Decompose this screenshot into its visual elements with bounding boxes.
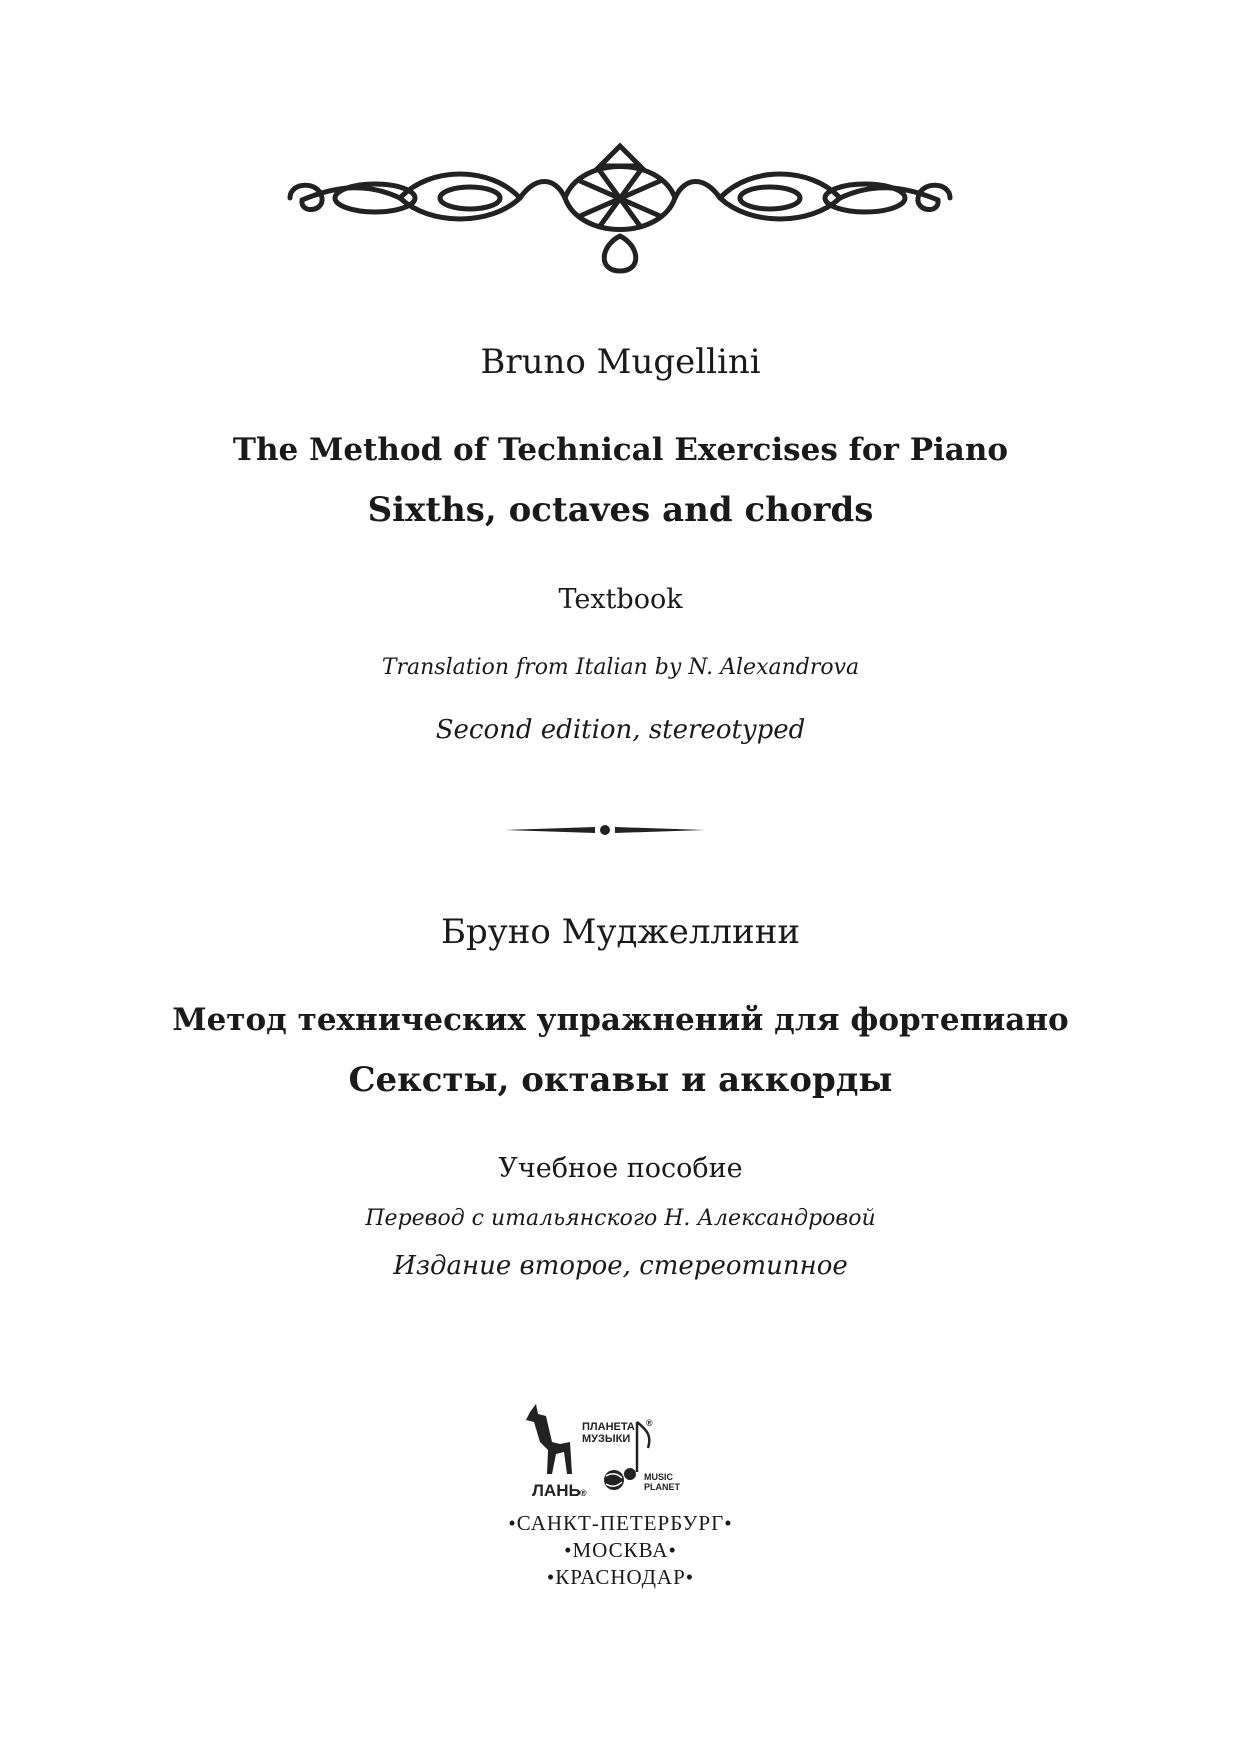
logo-lan-text: ЛАНЬ: [532, 1481, 581, 1500]
divider-ornament: [505, 817, 705, 843]
globe-icon: [604, 1470, 624, 1490]
author-name-russian: Бруно Муджеллини: [440, 912, 801, 952]
city-moscow: •МОСКВА•: [564, 1538, 677, 1562]
top-flourish-ornament: [280, 136, 960, 276]
city-saint-petersburg: •САНКТ-ПЕТЕРБУРГ•: [508, 1511, 733, 1535]
city-krasnodar: •КРАСНОДАР•: [546, 1565, 695, 1589]
deer-icon: [526, 1404, 572, 1474]
logo-planeta-text: ПЛАНЕТА МУЗЫКИ: [582, 1421, 635, 1445]
book-subtitle-russian: Сексты, октавы и аккорды: [348, 1060, 893, 1100]
edition-note-english: Second edition, stereotyped: [435, 715, 806, 745]
edition-note-russian: Издание второе, стереотипное: [393, 1251, 848, 1281]
translation-credit-english: Translation from Italian by N. Alexandrova: [381, 655, 860, 680]
book-type-russian: Учебное пособие: [498, 1153, 743, 1184]
book-type-english: Textbook: [558, 584, 683, 615]
author-name-english: Bruno Mugellini: [480, 342, 761, 382]
svg-text:®: ®: [580, 1488, 587, 1498]
book-subtitle-english: Sixths, octaves and chords: [367, 490, 874, 530]
logo-music-planet-text: MUSIC PLANET: [644, 1472, 680, 1492]
svg-text:®: ®: [646, 1418, 653, 1428]
translation-credit-russian: Перевод с итальянского Н. Александровой: [365, 1206, 876, 1231]
publisher-logo: [512, 1402, 692, 1502]
book-title-russian: Метод технических упражнений для фортепиано: [172, 1002, 1069, 1038]
music-note-icon: [637, 1422, 649, 1472]
book-title-english: The Method of Technical Exercises for Piano: [232, 432, 1009, 468]
